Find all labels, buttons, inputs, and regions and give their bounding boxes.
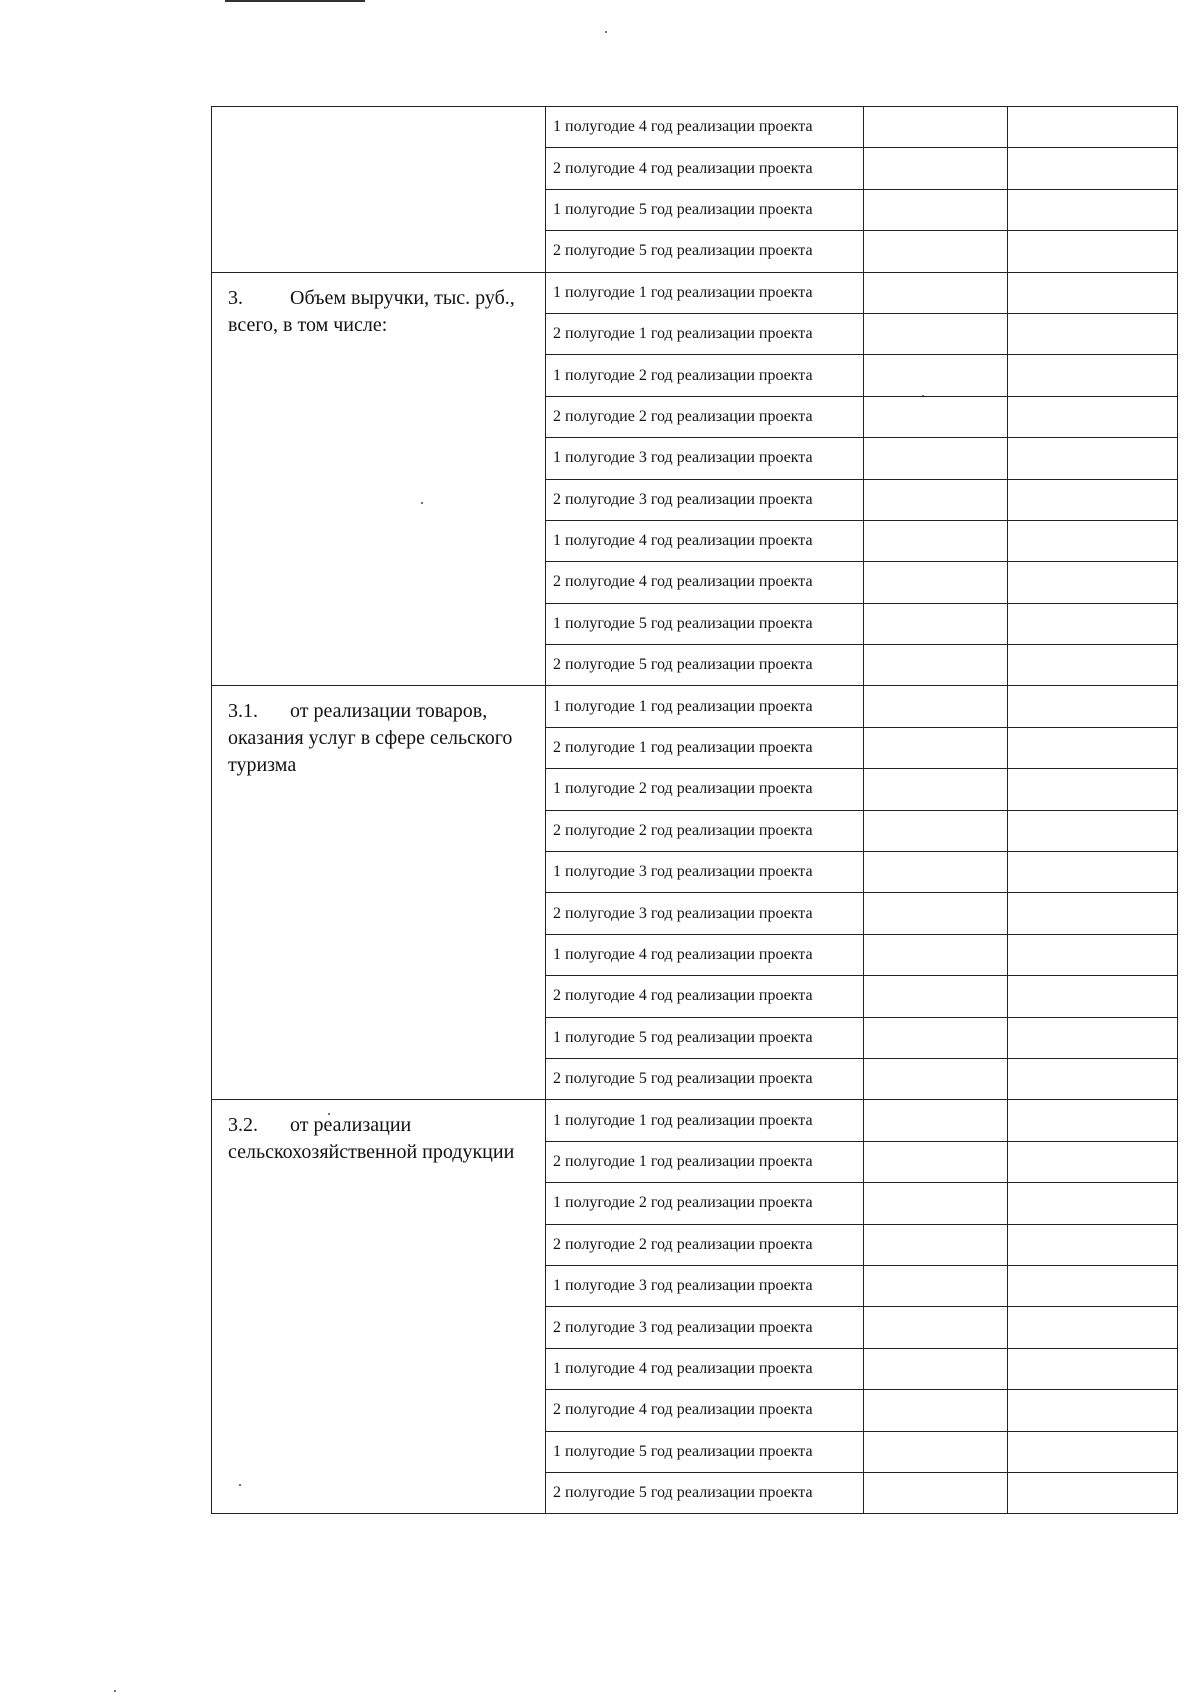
- value-cell-2[interactable]: [1008, 1141, 1178, 1182]
- section-label: от реализации товаров, оказания услуг в сфере сельского туризма: [228, 700, 513, 777]
- period-cell: 1 полугодие 2 год реализации проекта: [546, 769, 864, 810]
- value-cell-2[interactable]: [1008, 107, 1178, 148]
- period-cell: 1 полугодие 1 год реализации проекта: [546, 686, 864, 727]
- top-rule: [225, 0, 365, 2]
- value-cell-1[interactable]: [864, 1431, 1008, 1472]
- period-cell: 1 полугодие 4 год реализации проекта: [546, 934, 864, 975]
- value-cell-1[interactable]: [864, 1058, 1008, 1099]
- value-cell-2[interactable]: [1008, 1017, 1178, 1058]
- period-cell: 2 полугодие 4 год реализации проекта: [546, 562, 864, 603]
- value-cell-1[interactable]: [864, 396, 1008, 437]
- value-cell-1[interactable]: [864, 1017, 1008, 1058]
- period-cell: 2 полугодие 4 год реализации проекта: [546, 148, 864, 189]
- table-row: [212, 686, 1178, 727]
- period-cell: 2 полугодие 3 год реализации проекта: [546, 479, 864, 520]
- value-cell-2[interactable]: [1008, 396, 1178, 437]
- period-cell: 2 полугодие 5 год реализации проекта: [546, 645, 864, 686]
- value-cell-2[interactable]: [1008, 852, 1178, 893]
- value-cell-2[interactable]: [1008, 1224, 1178, 1265]
- value-cell-2[interactable]: [1008, 1431, 1178, 1472]
- period-cell: 1 полугодие 2 год реализации проекта: [546, 355, 864, 396]
- value-cell-1[interactable]: [864, 1265, 1008, 1306]
- section-label-cell: [212, 107, 546, 273]
- value-cell-1[interactable]: [864, 1348, 1008, 1389]
- period-cell: 2 полугодие 5 год реализации проекта: [546, 1058, 864, 1099]
- value-cell-1[interactable]: [864, 1224, 1008, 1265]
- period-cell: 1 полугодие 4 год реализации проекта: [546, 1348, 864, 1389]
- value-cell-1[interactable]: [864, 189, 1008, 230]
- value-cell-2[interactable]: [1008, 727, 1178, 768]
- value-cell-2[interactable]: [1008, 934, 1178, 975]
- value-cell-1[interactable]: [864, 1472, 1008, 1513]
- period-cell: 1 полугодие 5 год реализации проекта: [546, 1017, 864, 1058]
- period-cell: 2 полугодие 1 год реализации проекта: [546, 313, 864, 354]
- value-cell-2[interactable]: [1008, 438, 1178, 479]
- value-cell-1[interactable]: [864, 1307, 1008, 1348]
- table-row: [212, 107, 1178, 148]
- section-number: 3.1.: [228, 700, 258, 723]
- value-cell-2[interactable]: [1008, 810, 1178, 851]
- value-cell-1[interactable]: [864, 479, 1008, 520]
- table-row: [212, 272, 1178, 313]
- value-cell-2[interactable]: [1008, 1100, 1178, 1141]
- period-cell: 1 полугодие 2 год реализации проекта: [546, 1183, 864, 1224]
- period-cell: 1 полугодие 3 год реализации проекта: [546, 852, 864, 893]
- value-cell-1[interactable]: [864, 355, 1008, 396]
- period-cell: 1 полугодие 1 год реализации проекта: [546, 1100, 864, 1141]
- value-cell-2[interactable]: [1008, 148, 1178, 189]
- section-label-cell: [212, 1100, 546, 1514]
- section-label-cell: [212, 272, 546, 686]
- period-cell: 1 полугодие 5 год реализации проекта: [546, 189, 864, 230]
- period-cell: 1 полугодие 4 год реализации проекта: [546, 520, 864, 561]
- value-cell-1[interactable]: [864, 1100, 1008, 1141]
- period-cell: 1 полугодие 1 год реализации проекта: [546, 272, 864, 313]
- value-cell-1[interactable]: [864, 231, 1008, 272]
- scan-speck: [605, 31, 607, 33]
- value-cell-1[interactable]: [864, 520, 1008, 561]
- value-cell-1[interactable]: [864, 603, 1008, 644]
- value-cell-1[interactable]: [864, 1183, 1008, 1224]
- value-cell-2[interactable]: [1008, 686, 1178, 727]
- period-cell: 2 полугодие 5 год реализации проекта: [546, 1472, 864, 1513]
- value-cell-1[interactable]: [864, 769, 1008, 810]
- value-cell-1[interactable]: [864, 1141, 1008, 1182]
- section-label: от реализации сельскохозяйственной продукции: [228, 1114, 515, 1164]
- value-cell-2[interactable]: [1008, 1472, 1178, 1513]
- period-cell: 2 полугодие 3 год реализации проекта: [546, 893, 864, 934]
- value-cell-1[interactable]: [864, 686, 1008, 727]
- section-number: 3.2.: [228, 1114, 258, 1137]
- value-cell-2[interactable]: [1008, 1265, 1178, 1306]
- value-cell-2[interactable]: [1008, 189, 1178, 230]
- section-label: Объем выручки, тыс. руб., всего, в том числе:: [228, 286, 515, 336]
- period-cell: 2 полугодие 1 год реализации проекта: [546, 727, 864, 768]
- scan-speck: [114, 1690, 116, 1692]
- value-cell-2[interactable]: [1008, 1390, 1178, 1431]
- value-cell-1[interactable]: [864, 893, 1008, 934]
- period-cell: 1 полугодие 5 год реализации проекта: [546, 1431, 864, 1472]
- revenue-table: [211, 106, 1178, 1514]
- value-cell-1[interactable]: [864, 934, 1008, 975]
- value-cell-1[interactable]: [864, 976, 1008, 1017]
- value-cell-2[interactable]: [1008, 1348, 1178, 1389]
- table-row: [212, 1100, 1178, 1141]
- value-cell-1[interactable]: [864, 810, 1008, 851]
- period-cell: 2 полугодие 2 год реализации проекта: [546, 810, 864, 851]
- period-cell: 2 полугодие 1 год реализации проекта: [546, 1141, 864, 1182]
- period-cell: 2 полугодие 2 год реализации проекта: [546, 1224, 864, 1265]
- period-cell: 2 полугодие 2 год реализации проекта: [546, 396, 864, 437]
- value-cell-2[interactable]: [1008, 893, 1178, 934]
- value-cell-1[interactable]: [864, 148, 1008, 189]
- value-cell-1[interactable]: [864, 852, 1008, 893]
- value-cell-1[interactable]: [864, 313, 1008, 354]
- value-cell-1[interactable]: [864, 727, 1008, 768]
- period-cell: 1 полугодие 3 год реализации проекта: [546, 1265, 864, 1306]
- value-cell-1[interactable]: [864, 1390, 1008, 1431]
- value-cell-1[interactable]: [864, 438, 1008, 479]
- period-cell: 2 полугодие 4 год реализации проекта: [546, 1390, 864, 1431]
- value-cell-1[interactable]: [864, 562, 1008, 603]
- value-cell-2[interactable]: [1008, 769, 1178, 810]
- section-label-cell: [212, 686, 546, 1100]
- period-cell: 1 полугодие 4 год реализации проекта: [546, 107, 864, 148]
- period-cell: 2 полугодие 3 год реализации проекта: [546, 1307, 864, 1348]
- period-cell: 1 полугодие 5 год реализации проекта: [546, 603, 864, 644]
- value-cell-2[interactable]: [1008, 272, 1178, 313]
- value-cell-1[interactable]: [864, 107, 1008, 148]
- period-cell: 2 полугодие 5 год реализации проекта: [546, 231, 864, 272]
- section-number: 3.: [228, 286, 243, 309]
- value-cell-1[interactable]: [864, 645, 1008, 686]
- value-cell-2[interactable]: [1008, 645, 1178, 686]
- value-cell-2[interactable]: [1008, 603, 1178, 644]
- value-cell-2[interactable]: [1008, 976, 1178, 1017]
- value-cell-2[interactable]: [1008, 355, 1178, 396]
- value-cell-2[interactable]: [1008, 1058, 1178, 1099]
- value-cell-2[interactable]: [1008, 562, 1178, 603]
- value-cell-2[interactable]: [1008, 313, 1178, 354]
- value-cell-2[interactable]: [1008, 479, 1178, 520]
- value-cell-2[interactable]: [1008, 1183, 1178, 1224]
- value-cell-2[interactable]: [1008, 1307, 1178, 1348]
- period-cell: 2 полугодие 4 год реализации проекта: [546, 976, 864, 1017]
- value-cell-2[interactable]: [1008, 231, 1178, 272]
- value-cell-2[interactable]: [1008, 520, 1178, 561]
- value-cell-1[interactable]: [864, 272, 1008, 313]
- period-cell: 1 полугодие 3 год реализации проекта: [546, 438, 864, 479]
